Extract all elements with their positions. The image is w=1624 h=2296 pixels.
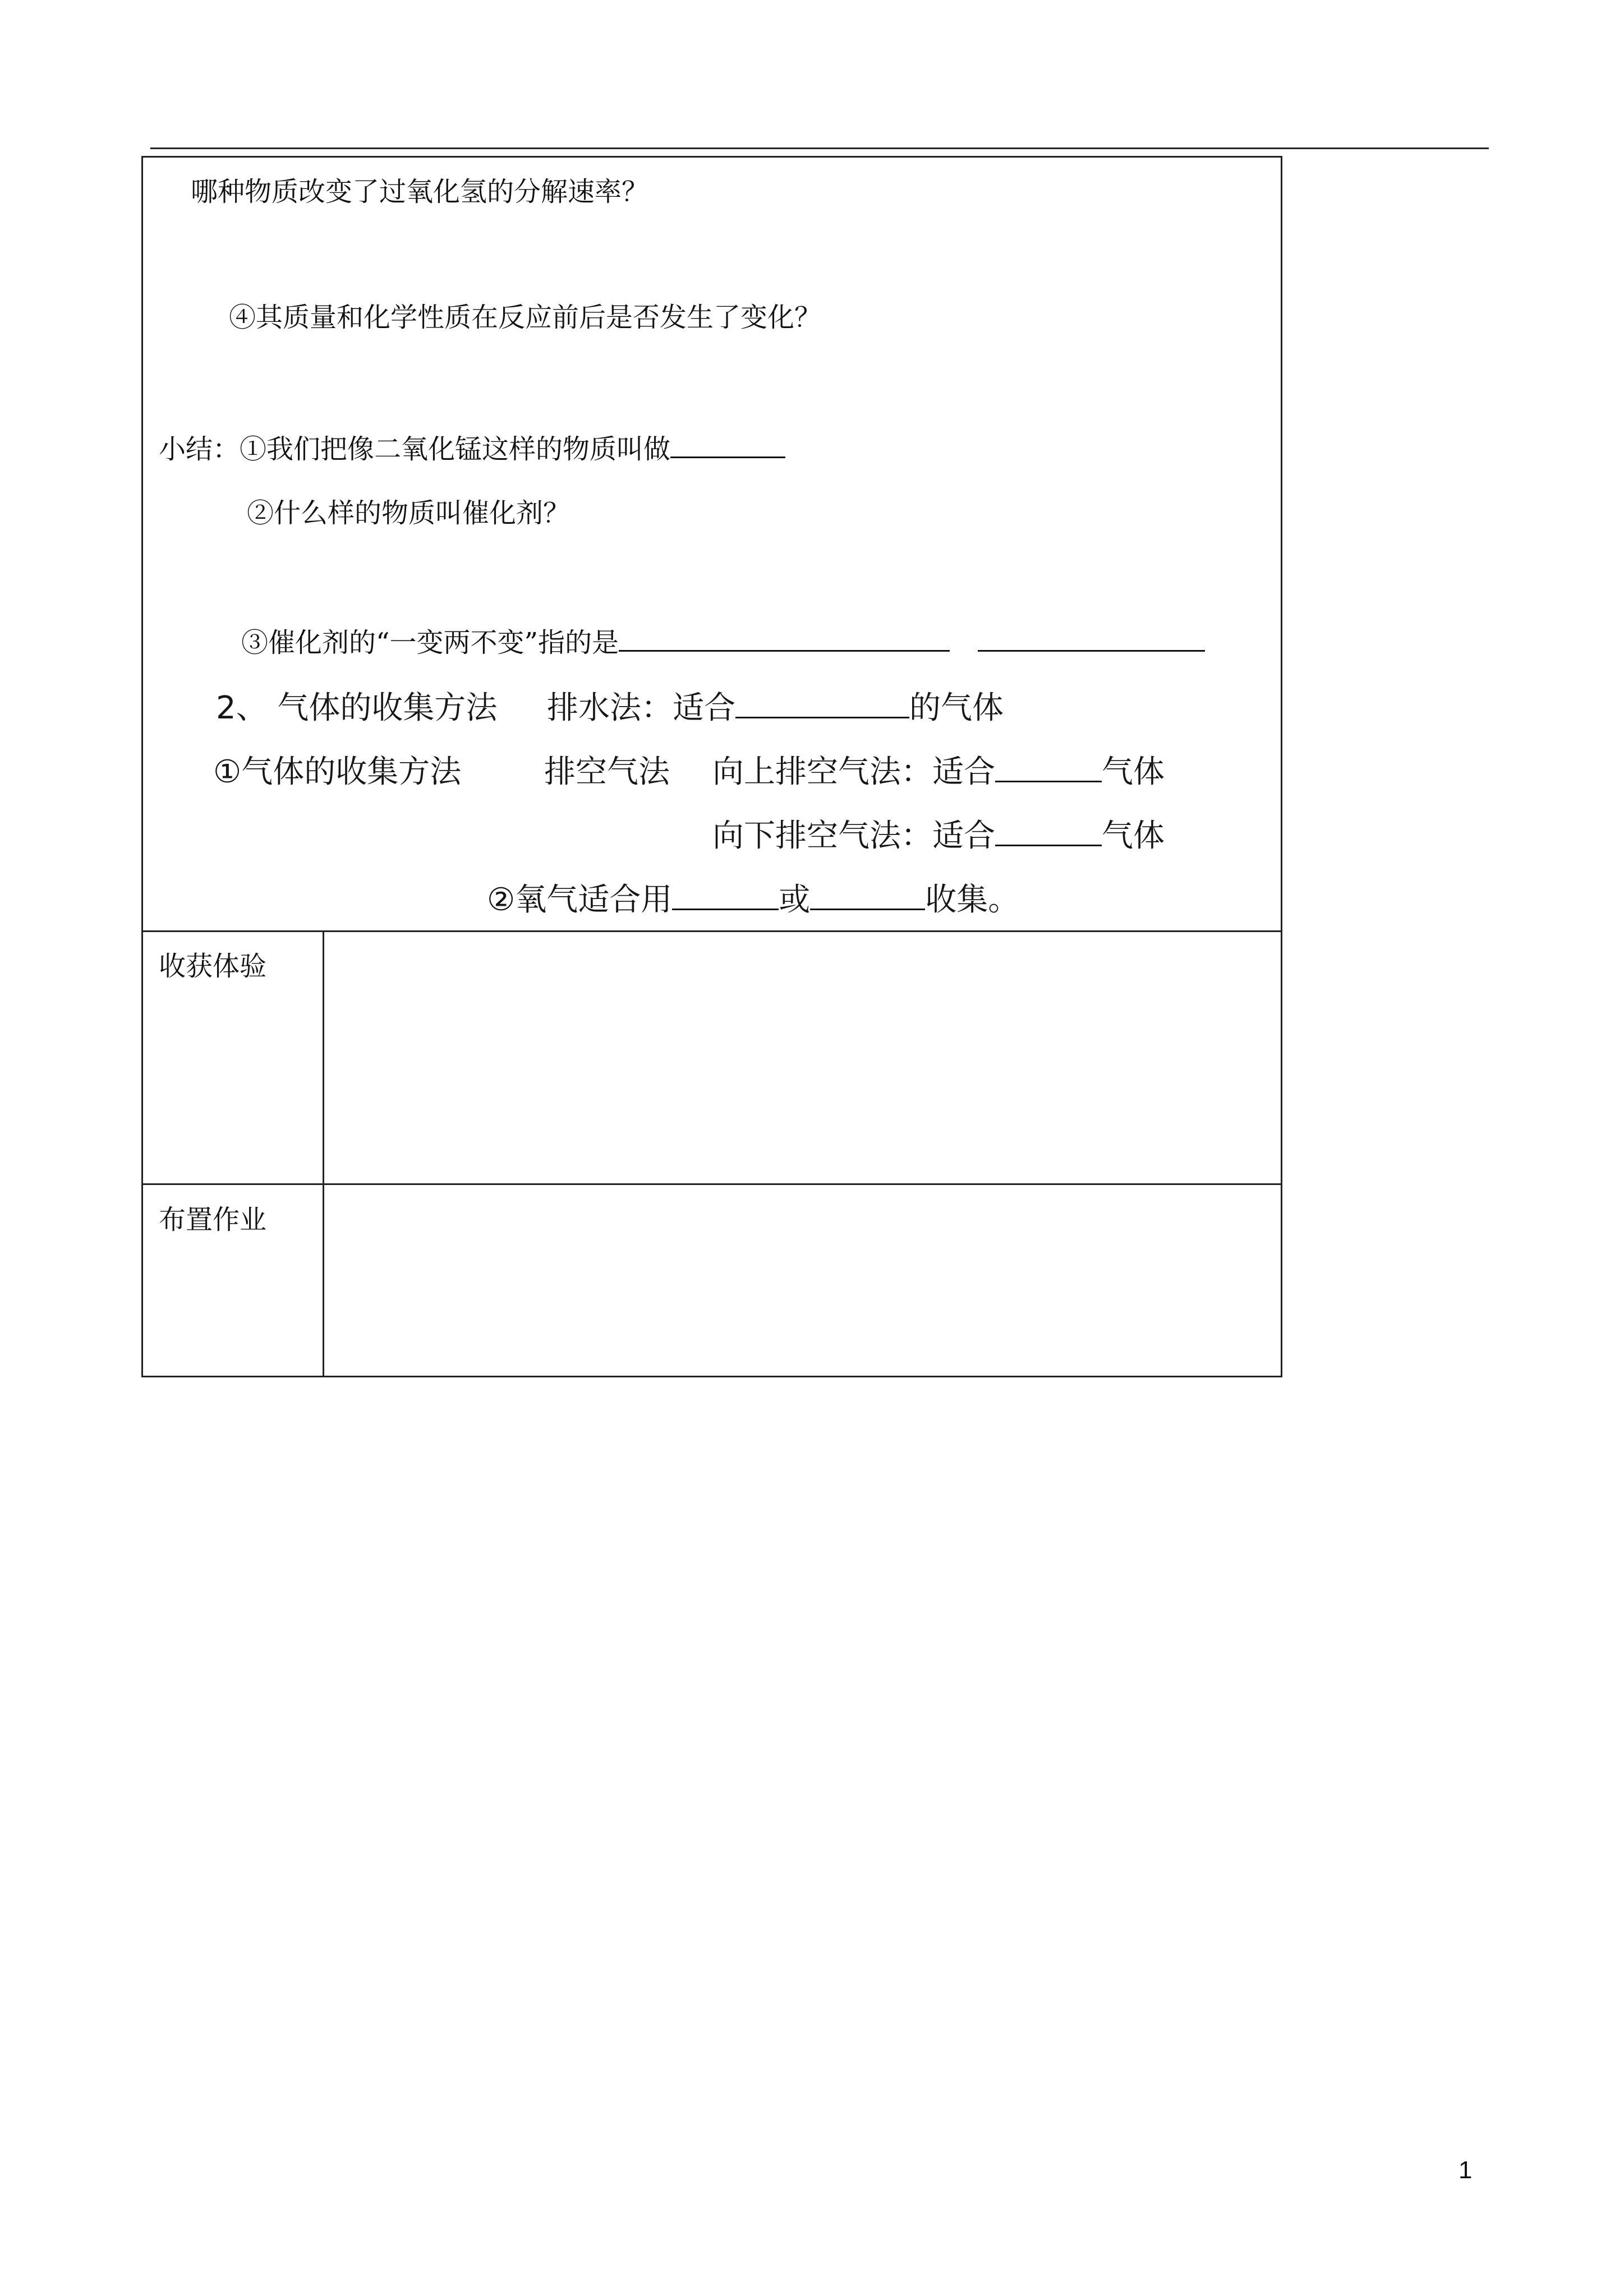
upward-air-label: 向上排空气法：适合 [712, 754, 995, 790]
downward-air-line [712, 817, 1165, 856]
summary-line-1-text: 小结：①我们把像二氧化锰这样的物质叫做 [159, 434, 671, 465]
water-method-blank[interactable] [735, 692, 909, 718]
oxygen-blank-1[interactable] [672, 884, 779, 910]
page-number: 1 [1459, 2156, 1473, 2184]
gas-subheading: ①气体的收集方法 [213, 754, 462, 790]
oxygen-blank-2[interactable] [810, 884, 925, 910]
downward-air-label: 向下排空气法：适合 [712, 818, 995, 854]
oxygen-prefix: ②氧气适合用 [487, 882, 673, 918]
summary-blank-1[interactable] [670, 432, 785, 458]
gas-heading: 2、 气体的收集方法 [216, 690, 498, 726]
downward-air-suffix: 气体 [1102, 818, 1165, 854]
homework-label: 布置作业 [159, 1204, 267, 1235]
row-divider-harvest [141, 930, 1282, 932]
homework-answer-area[interactable] [325, 1186, 1279, 1374]
summary-line-1 [159, 432, 785, 466]
oxygen-suffix: 收集。 [925, 882, 1020, 918]
harvest-label: 收获体验 [159, 951, 267, 982]
water-method-suffix: 的气体 [909, 690, 1004, 726]
water-method-line [547, 689, 1004, 728]
upward-air-line [712, 753, 1165, 792]
water-method-label: 排水法：适合 [547, 690, 735, 726]
label-column-divider [323, 930, 324, 1377]
summary-line-2: ②什么样的物质叫催化剂？ [247, 497, 571, 529]
downward-air-blank[interactable] [995, 820, 1102, 846]
oxygen-or: 或 [779, 882, 811, 918]
summary-blank-3a[interactable] [619, 625, 950, 652]
air-method-label: 排空气法 [544, 754, 670, 790]
summary-line-3-text: ③催化剂的“一变两不变”指的是 [241, 627, 619, 658]
question-which-substance: 哪种物质改变了过氧化氢的分解速率？ [191, 176, 649, 208]
harvest-answer-area[interactable] [325, 933, 1279, 1180]
oxygen-line [487, 880, 1019, 920]
summary-line-3 [241, 625, 1205, 660]
row-divider-homework [141, 1183, 1282, 1185]
upward-air-blank[interactable] [995, 756, 1102, 782]
header-rule [150, 147, 1489, 149]
question-4: ④其质量和化学性质在反应前后是否发生了变化？ [229, 302, 822, 333]
upward-air-suffix: 气体 [1102, 754, 1165, 790]
summary-blank-3b[interactable] [978, 625, 1205, 652]
